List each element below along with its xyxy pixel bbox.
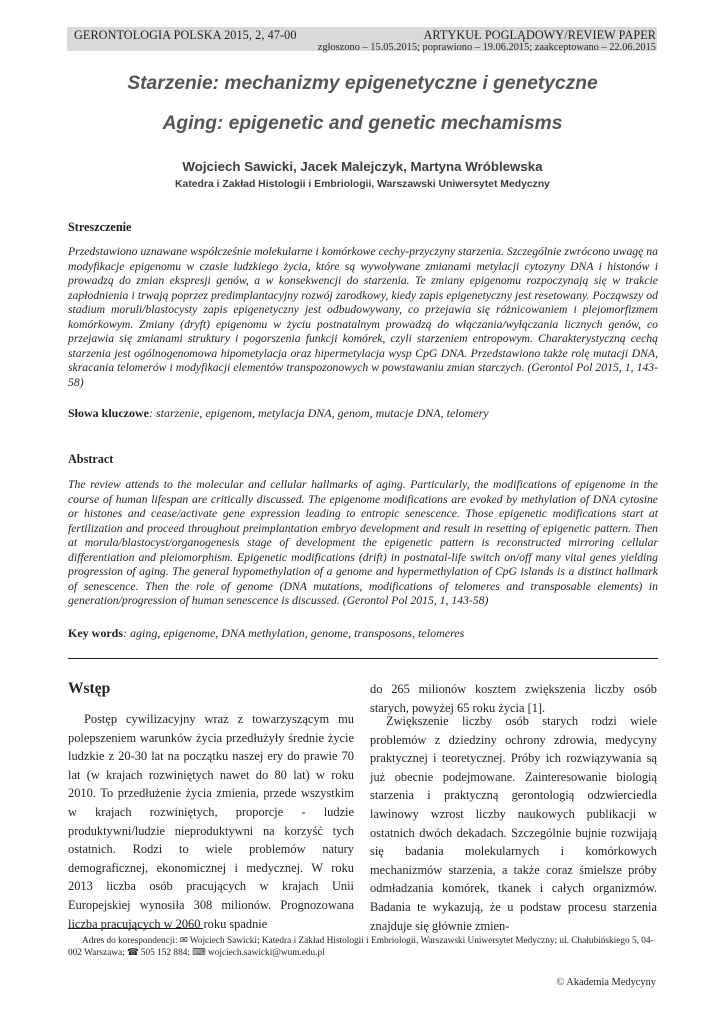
wstep-left-paragraph: Postęp cywilizacyjny wraz z towarzyszącym mu polepszeniem warunków życia przedłużyły średnie życie ludzkie z 20-30 lat na początku naszej ery do prawie 70 lat (w krajach rozwiniętych nawet do 80 lat) w roku 2010. To przedłużenie życia zmienia, przede wszystkim w krajach rozwiniętych, proporcje - ludzie produktywni/ludzie nieproduktywni na korzyść tych ostatnich. Rodzi to wiele problemów natury demograficznej, ekonomicznej i medycznej. W roku 2013 liczba osób pracujących w krajach Unii Europejskiej wynosiła 308 milionów. Prognozowana liczba pracujących w 2060 roku spadnie xyxy=(68,712,354,931)
article-type: ARTYKUŁ POGLĄDOWY/REVIEW PAPER xyxy=(423,28,656,42)
footnote-rule xyxy=(68,928,203,929)
key-words xyxy=(68,626,658,641)
key-words-label: Key words xyxy=(68,626,123,640)
wstep-right-paragraph: Zwiększenie liczby osób starych rodzi wiele problemów z dziedziny ochrony zdrowia, medycyny praktycznej i teoretycznej. Próby ich rozwiązywania są już obecnie podejmowane. Zainteresowanie biologią starzenia i praktyczną gerontologią odzwierciedla lawinowy wzrost liczby naukowych publikacji w ostatnich dwóch dekadach. Szczególnie bujnie rozwijają się badania molekularnych i komórkowych mechanizmów starzenia, a także coraz śmielsze próby odmładzania komórek, tkanek i całych organizmów. Badania te wykazują, że u podstaw procesu starzenia znajduje się głównie zmien- xyxy=(370,714,657,933)
submission-dates: zgłoszono – 15.05.2015; poprawiono – 19.06.2015; zaakceptowano – 22.06.2015 xyxy=(317,42,656,53)
slowa-kluczowe-text: : starzenie, epigenom, metylacja DNA, genom, mutacje DNA, telomery xyxy=(149,406,489,420)
authors: Wojciech Sawicki, Jacek Malejczyk, Martyna Wróblewska xyxy=(182,159,543,174)
title-english: Aging: epigenetic and genetic mechamisms xyxy=(162,113,563,134)
section-divider xyxy=(68,658,658,659)
affiliation: Katedra i Zakład Histologii i Embriologii, Warszawski Uniwersytet Medyczny xyxy=(175,179,550,190)
streszczenie-heading: Streszczenie xyxy=(68,220,132,234)
copyright: © Akademia Medycyny xyxy=(556,977,656,988)
abstract-text: The review attends to the molecular and cellular hallmarks of aging. Particularly, the modifications of epigenome in the course of human lifespan are critically discussed. The epigenome modifications are evoked by methylation of DNA cytosine or histones and cease/activate gene expression leading to entropic senescence. Those epigenetic modifications start at fertilization and proceed throughout preimplantation embryo development and result in resetting of epigenetic pattern. Then at morula/blastocyst/organogenesis stage of development the epigenetic pattern is reconstructed mirroring cellular differentiation and pleiomorphism. Epigenetic modifications (drift) in postnatal-life switch on/off many vital genes yielding progression of aging. The general hypomethylation of a genome and hypermethylation of CpG islands is a distinct hallmark of senescence. Then the role of genome (DNA mutations, modifications of telomeres and transposable elements) in generation/progression of human senescence is discussed. (Gerontol Pol 2015, 1, 143-58) xyxy=(68,478,658,607)
streszczenie-text: Przedstawiono uznawane współcześnie molekularne i komórkowe cechy-przyczyny starzenia. Szczególnie zwrócono uwagę na modyfikacje epigenomu w czasie ludzkiego życia, które są wywoływane zmianami metylacji cytozyny DNA i histonów i prowadzą do zmian ekspresji genów, a w konsekwencji do starzenia. Te zmiany epigenomu rozpoczynają się w trakcie zapłodnienia i trwają poprzez predimplantacyjny rozwój zarodkowy, kiedy zapis epigenetyczny jest resetowany. Począwszy od stadium moruli/blastocysty zapis epigenetyczny jest odbudowywany, co przejawia się różnicowaniem i plejomorfizmem komórkowym. Zmiany (dryft) epigenomu w życiu postnatalnym prowadzą do włączania/wyłączania licznych genów, co przejawia się zmianami struktury i pogorszenia funkcji komórek, czyli starzeniem entropowym. Charakterystyczną cechą starzenia jest ogólnogenomowa hipometylacja oraz hipermetylacja wysp CpG DNA. Przedstawiono także rolę mutacji DNA, skracania telomerów i modyfikacji elementów transpozonowych w powstawaniu zmian starczych. (Gerontol Pol 2015, 1, 143-58) xyxy=(68,245,658,389)
wstep-heading: Wstęp xyxy=(68,680,111,697)
wstep-right-continuation: do 265 milionów kosztem zwiększenia liczby osób starych, powyżej 65 roku życia [1]. xyxy=(370,682,657,715)
key-words-text: : aging, epigenome, DNA methylation, genome, transposons, telomeres xyxy=(123,626,465,640)
correspondence-footnote: Adres do korespondencji: ✉ Wojciech Sawicki; Katedra i Zakład Histologii i Embriologii, Warszawski Uniwersytet Medyczny; ul. Chałubińskiego 5, 04-002 Warszawa; ☎ 505 152 884; ⌨ wojciech.sawicki@wum.edu.pl xyxy=(68,936,654,959)
journal-reference: GERONTOLOGIA POLSKA 2015, 2, 47-00 xyxy=(74,28,297,42)
slowa-kluczowe-label: Słowa kluczowe xyxy=(68,406,149,420)
slowa-kluczowe xyxy=(68,406,658,421)
abstract-heading: Abstract xyxy=(68,452,114,466)
title-polish: Starzenie: mechanizmy epigenetyczne i genetyczne xyxy=(127,73,598,94)
